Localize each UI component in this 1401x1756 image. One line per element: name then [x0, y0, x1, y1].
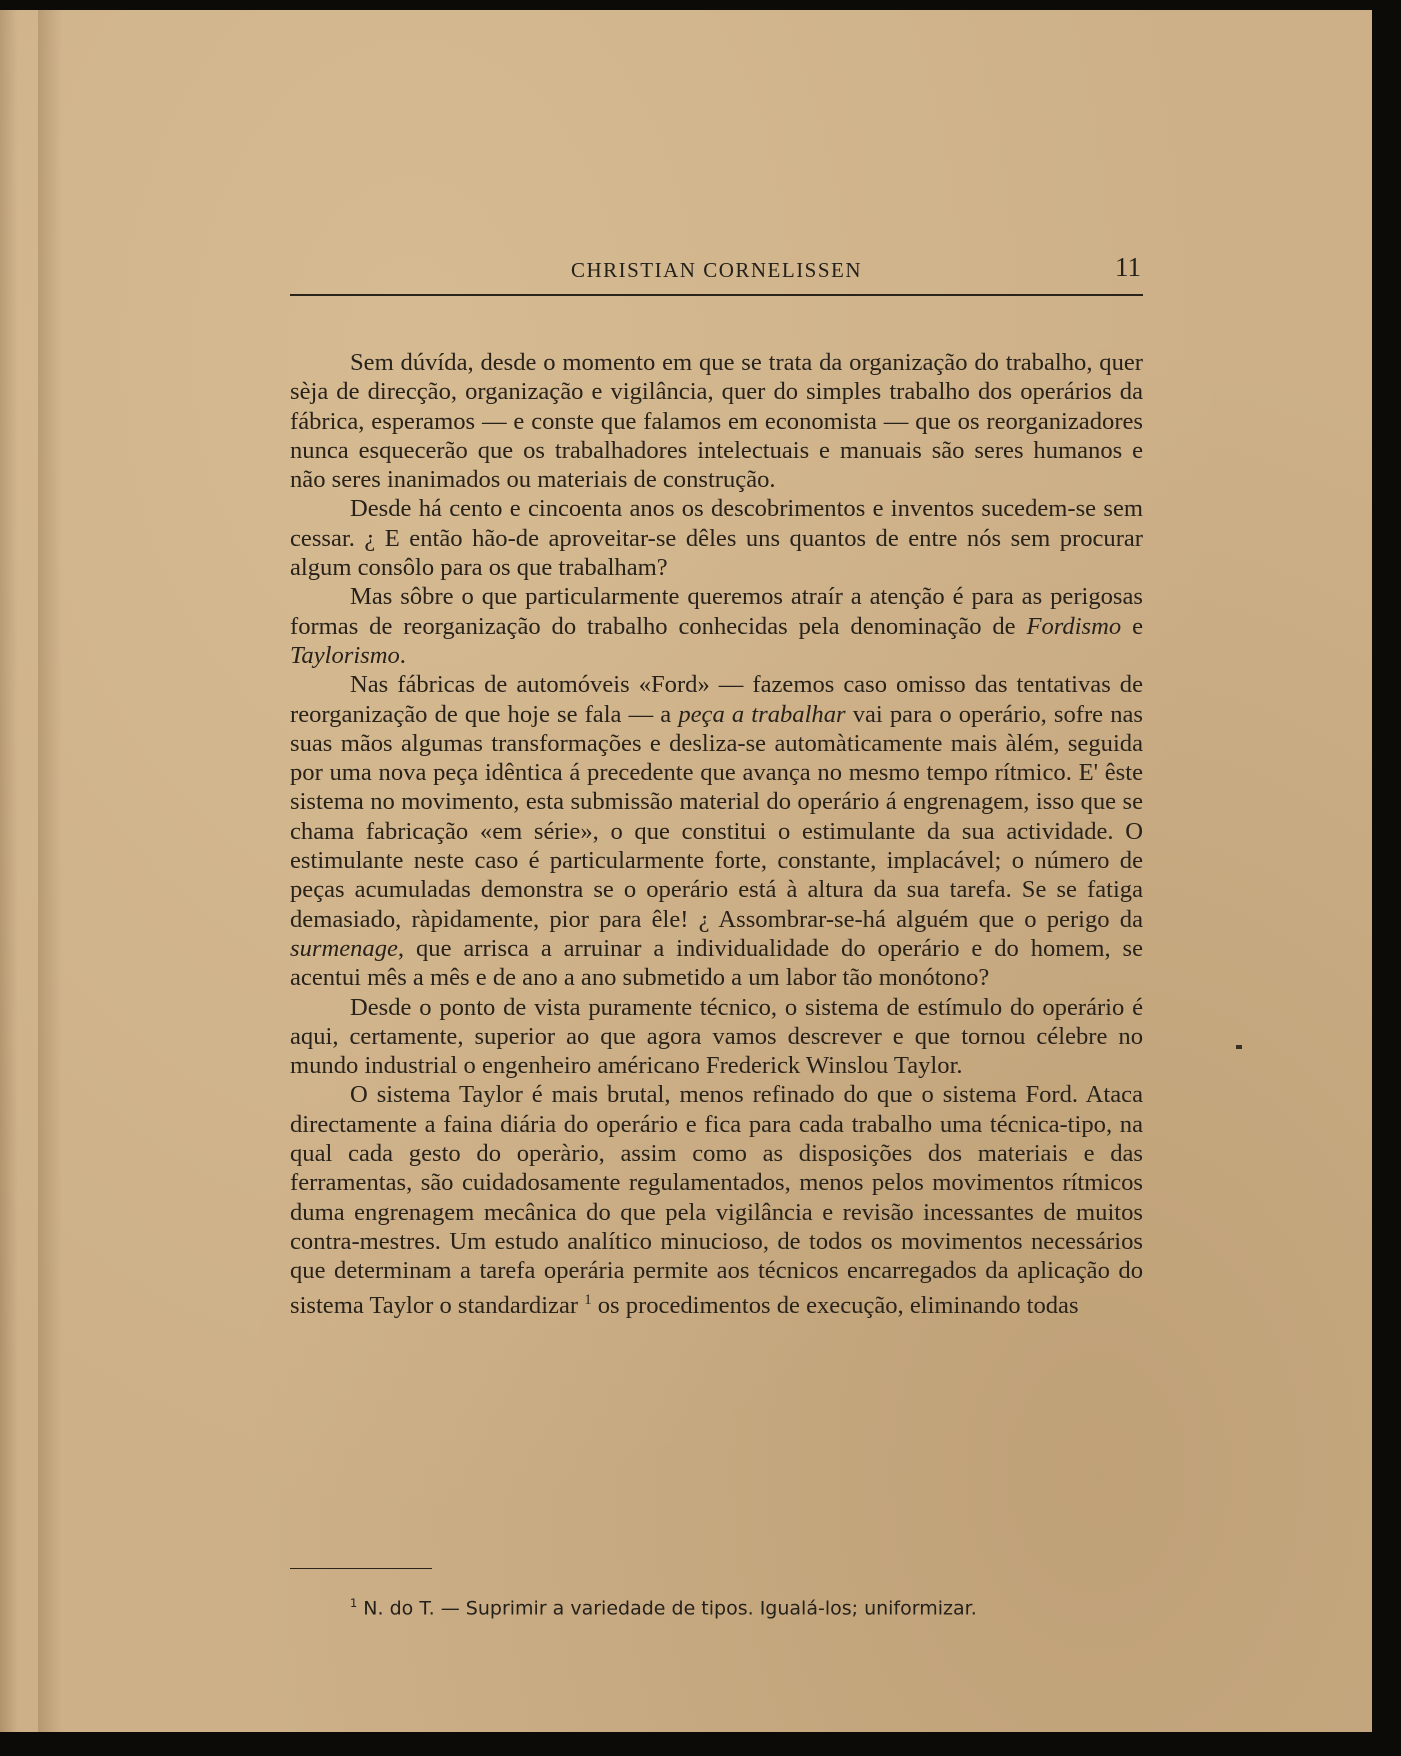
- paragraph-6: [290, 1080, 1143, 1320]
- footnote: [350, 1596, 1150, 1619]
- term-fordismo: Fordismo: [1026, 612, 1122, 640]
- paragraph-6-text-a: O sistema Taylor é mais brutal, menos refinado do que o sistema Ford. Ataca directamente a faina diária do operário e fica para cada trabalho uma técnica-tipo, na qual cada gesto do operàrio, assim como as disposições dos materiais e das ferramentas, são cuidadosamente regulamentados, menos pelos movimentos rítmicos duma engrenagem mecânica do que pela vigilância e revisão incessantes de muitos contra-mestres. Um estudo analítico minucioso, de todos os movimentos necessários que determinam a tarefa operária permite aos técnicos encarregados da aplicação do sistema Taylor o standardizar: [290, 1081, 1143, 1319]
- footnote-text: N. do T. — Suprimir a variedade de tipos. Igualá-los; uniformizar.: [363, 1597, 977, 1620]
- page-spine-shadow: [38, 10, 62, 1732]
- paragraph-1: Sem dúvída, desde o momento em que se trata da organização do trabalho, quer sèja de direcção, organização e vigilância, quer do simples trabalho dos operários da fábrica, esperamos — e conste que falamos em economista — que os reorganizadores nunca esquecerão que os trabalhadores intelectuais e manuais são seres humanos e não seres inanimados ou materiais de construção.: [290, 349, 1143, 494]
- paragraph-4-text-c: que arrisca a arruinar a individualidade do operário e do homem, se acentui mês a mês e de ano a ano submetido a um labor tão monótono?: [290, 934, 1143, 992]
- margin-mark: [1236, 1045, 1242, 1049]
- term-surmenage: surmenage,: [290, 934, 405, 962]
- paragraph-2: Desde há cento e cincoenta anos os descobrimentos e inventos sucedem-se sem cessar. ¿ E então hão-de aproveitar-se dêles uns quantos de entre nós sem procurar algum consôlo para os que trabalham?: [290, 495, 1143, 582]
- paragraph-6-text-b: os procedimentos de execução, eliminando todas: [591, 1291, 1079, 1319]
- footnote-reference[interactable]: 1: [584, 1291, 592, 1308]
- paragraph-4-text-a: Nas fábricas de automóveis «Ford» — fazemos caso omisso das tentativas de reorganização de que hoje se fala — a: [290, 671, 1143, 728]
- paragraph-4: [290, 670, 1143, 992]
- paragraph-3-end: .: [399, 641, 406, 669]
- page-header: [290, 252, 1143, 296]
- paragraph-5: Desde o ponto de vista puramente técnico, o sistema de estímulo do operário é aqui, certamente, superior ao que agora vamos descrever e que tornou célebre no mundo industrial o engenheiro américano Frederick Winslou Taylor.: [290, 993, 1143, 1080]
- scan-border: [1372, 0, 1401, 1756]
- term-taylorismo: Taylorismo: [290, 641, 400, 669]
- running-head: CHRISTIAN CORNELISSEN: [570, 258, 863, 282]
- paragraph-4-text-b: vai para o operário, sofre nas suas mãos algumas transformações e desliza-se automàticamente mais àlém, seguida por uma nova peça idêntica á precedente que avança no mesmo tempo rítmico. E' êste sistema no movimento, esta submissão material do operário á engrenagem, isso que se chama fabricação «em série», o que constitui o estimulante da sua actividade. O estimulante neste caso é particularmente forte, constante, implacável; o número de peças acumuladas demonstra se o operário está à altura da sua tarefa. Se se fatiga demasiado, ràpidamente, pior para êle! ¿ Assombrar-se-há alguém que o perigo da: [290, 700, 1144, 933]
- term-peca-a-trabalhar: peça a trabalhar: [678, 700, 846, 728]
- paragraph-3: [290, 582, 1143, 670]
- page-number: 11: [1115, 252, 1141, 282]
- paragraph-3-conj: e: [1121, 612, 1143, 640]
- body-text: [290, 348, 1143, 1320]
- footnote-rule: [290, 1568, 432, 1569]
- paragraph-3-text: Mas sôbre o que particularmente queremos atraír a atenção é para as perigosas formas de reorganização do trabalho conhecidas pela denominação de: [290, 583, 1143, 640]
- footnote-marker: 1: [350, 1596, 358, 1610]
